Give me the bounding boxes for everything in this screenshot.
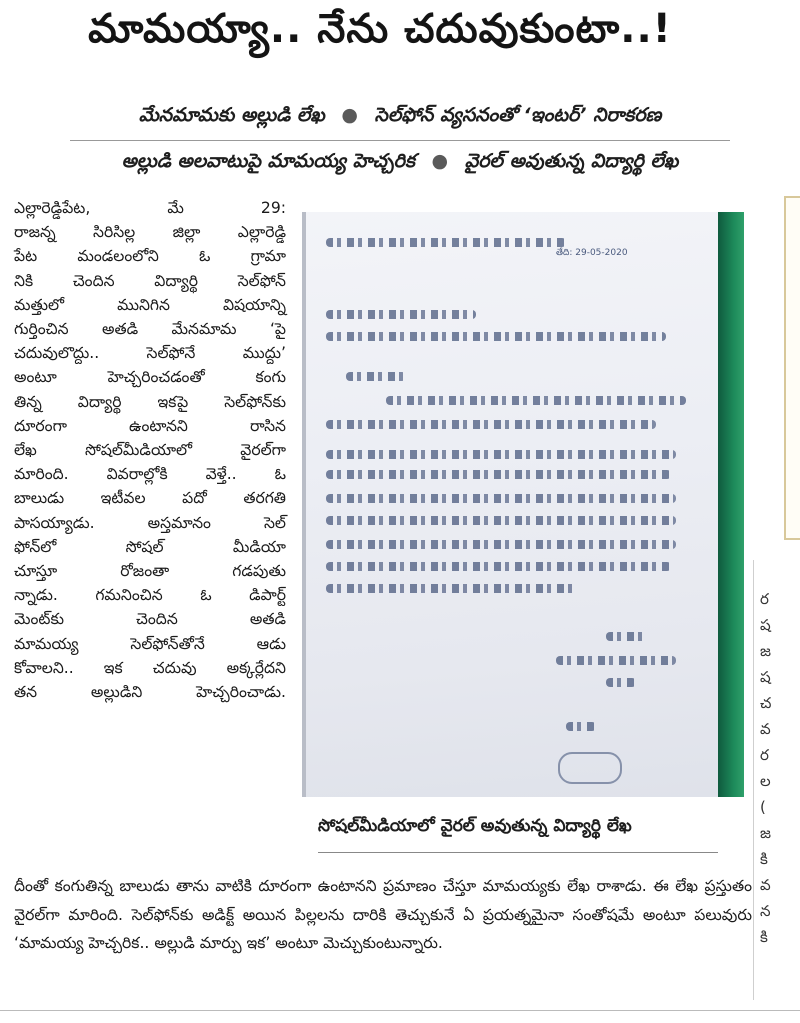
article-column-text: ఎల్లారెడ్డిపేట, మే 29: రాజన్న సిరిసిల్ల జిల్లా ఎల్లారెడ్డి పేట మండలంలోని ఓ గ్రామా నికి చెందిన విద్యార్థి సెల్‌ఫోన్‌ మత్తులో మునిగిన విషయాన్ని గుర్తించిన అతడి మేనమామ ‘పై చదువులొద్దు.. సెల్‌ఫోనే ముద్దు’ అంటూ హెచ్చరించడంతో కంగు తిన్న విద్యార్థి ఇకపై సెల్‌ఫోన్‌కు దూరంగా ఉంటానని రాసిన లేఖ సోషల్‌మీడియాలో వైరల్‌గా మారింది. వివరాల్లోకి వెళ్తే.. ఓ బాలుడు ఇటీవల పదో తరగతి పాసయ్యాడు. అస్తమానం సెల్‌ ఫోన్‌లో సోషల్‌ మీడియా చూస్తూ రోజంతా గడపుతు న్నాడు. గమనించిన ఓ డిపార్ట్‌ మెంట్‌కు చెందిన అతడి మామయ్య సెల్‌ఫోన్‌తోనే ఆడు కోవాలని.. ఇక చదువు అక్కర్లేదని తన అల్లుడిని హెచ్చరించాడు. <box>14 199 286 702</box>
handwritten-letter-image <box>306 212 718 797</box>
subheading-2a: అల్లుడి అలవాటుపై మామయ్య హెచ్చరిక <box>121 150 415 172</box>
caption-divider <box>318 852 718 853</box>
adjacent-ad-box <box>784 196 800 540</box>
divider <box>70 140 730 141</box>
adjacent-article-fragment: ర ష జ ష చ వ ర ల ( జ కి వ న కి <box>760 590 772 946</box>
photo-caption: సోషల్‌మీడియాలో వైరల్‌ అవుతున్న విద్యార్థి లేఖ <box>318 816 632 836</box>
subheading-1a: మేనమామకు అల్లుడి లేఖ <box>138 104 325 126</box>
bullet-icon: ● <box>431 150 449 172</box>
subheading-line-1 <box>0 104 800 131</box>
column-separator <box>753 560 754 1000</box>
article-headline: మామయ్యా.. నేను చదువుకుంటా..! <box>88 6 672 52</box>
photo-background-edge <box>718 212 744 797</box>
subheading-line-2 <box>0 150 800 177</box>
subheading-1b: సెల్‌ఫోన్‌ వ్యసనంతో ‘ఇంటర్‌’ నిరాకరణ <box>374 104 662 126</box>
bullet-icon: ● <box>341 104 358 126</box>
letter-photo <box>302 212 744 797</box>
page-bottom-rule <box>0 1010 800 1011</box>
article-bottom-text: దీంతో కంగుతిన్న బాలుడు తాను వాటికి దూరంగా ఉంటానని ప్రమాణం చేస్తూ మామయ్యకు లేఖ రాశాడు. ఈ లేఖ ప్రస్తుతం వైరల్‌గా మారింది. సెల్‌ఫోన్‌కు అడిక్ట్‌ అయిన పిల్లలను దారికి తెచ్చుకునే ఏ ప్రయత్నమైనా సంతోషమే అంటూ పలువురు ‘మామయ్య హెచ్చరిక.. అల్లుడి మార్పు ఇక’ అంటూ మెచ్చుకుంటున్నారు. <box>14 877 752 952</box>
subheading-2b: వైరల్‌ అవుతున్న విద్యార్థి లేఖ <box>464 150 679 172</box>
letter-date: తేది: 29-05-2020 <box>556 248 628 258</box>
signature-mark <box>558 752 622 784</box>
